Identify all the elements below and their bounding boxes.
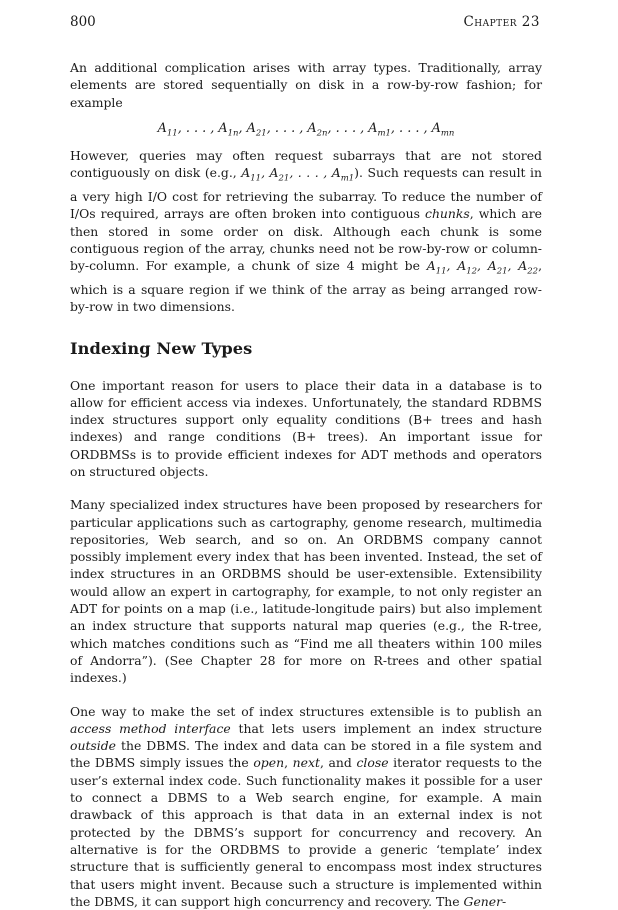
term-access-method-interface: access method interface [70, 720, 231, 736]
paragraph-5-text-b: that lets users implement an index structure [230, 720, 542, 736]
math-column-subarray: $A_{11}$, $A_{21}$, . . . , $A_{m1}$ [241, 165, 355, 184]
math-chunk-example: $A_{11}$, $A_{12}$, $A_{21}$, $A_{22}$ [426, 258, 539, 277]
term-close: close [356, 755, 389, 771]
paragraph-5-text-c: the DBMS. The index and data can be stored in a file system and the DBMS simply issues the [70, 738, 542, 771]
paragraph-2-text-c: , which are then stored in some order on disk. Although each chunk is some contiguous region of the array, chunks need not be row-by-row or column-by-column. For example, a chunk of size 4 might be [70, 206, 542, 274]
paragraph-specialized-indexes: Many specialized index structures have been proposed by researchers for particular applications such as cartography, genome research, multimedia repositories, Web search, and so on. An ORDBMS company cannot possibly implement every index that has been invented. Instead, the set of index structures in an ORDBMS should be user-extensible. Extensibility would allow an expert in cartography, for example, to not only register an ADT for points on a map (i.e., latitude-longitude pairs) but also implement an index structure that supports natural map queries (e.g., the R-tree, which matches conditions such as “Find me all theaters within 100 miles of Andorra”). (See Chapter 28 for more on R-trees and other spatial indexes.) [70, 497, 542, 686]
paragraph-2-text-b: ). Such requests can result in a very high I/O cost for retrieving the subarray. To reduce the number of I/Os required, arrays are often broken into contiguous [70, 165, 543, 222]
term-chunks: chunks [425, 206, 470, 222]
book-page [70, 14, 542, 910]
paragraph-subarrays [70, 147, 542, 316]
paragraph-access-method-interface [70, 703, 542, 910]
term-outside: outside [70, 738, 117, 754]
term-open: open [253, 755, 285, 771]
paragraph-efficient-indexes: One important reason for users to place their data in a database is to allow for efficient access via indexes. Unfortunately, the standard RDBMS index structures support only equality conditions (B+ trees and hash indexes) and range conditions (B+ trees). An important issue for ORDBMSs is to provide efficient indexes for ADT methods and operators on structured objects. [70, 377, 542, 479]
paragraph-2-text-d: , which is a square region if we think of the array as being arranged row-by-row in two dimensions. [70, 258, 543, 315]
equation-text: $A_{11}$, . . . , $A_{1n}$, $A_{21}$, . . . , $A_{2n}$, . . . , $A_{m1}$, . . . , $A_{mn}$ [157, 120, 455, 139]
section-title: Indexing New Types [70, 338, 253, 358]
paragraph-5-sep-1: , [284, 755, 293, 771]
array-row-order-equation [70, 120, 542, 138]
running-header [70, 14, 542, 36]
paragraph-2-text-a: However, queries may often request subarrays that are not stored contiguously on disk (e.g., [70, 147, 542, 181]
term-next: next [292, 755, 320, 771]
paragraph-array-storage: An additional complication arises with array types. Traditionally, array elements are stored sequentially on disk in a row-by-row fashion; for example [70, 60, 542, 110]
chapter-label: Chapter 23 [463, 14, 540, 30]
paragraph-5-text-a: One way to make the set of index structures extensible is to publish an [70, 703, 542, 719]
body-text [70, 59, 542, 910]
term-gener: Gener- [463, 893, 507, 909]
paragraph-5-sep-2: , and [319, 755, 357, 771]
page-number: 800 [70, 14, 96, 30]
paragraph-5-text-d: iterator requests to the user’s external index code. Such functionality makes it possible for a user to connect a DBMS to a Web search engine, for example. A main drawback of this approach is that data in an external index is not protected by the DBMS’s support for concurrency and recovery. An alternative is for the ORDBMS to provide a generic ‘template’ index structure that is sufficiently general to encompass most index structures that users might invent. Because such a structure is implemented within the DBMS, it can support high concurrency and recovery. The [70, 755, 542, 909]
